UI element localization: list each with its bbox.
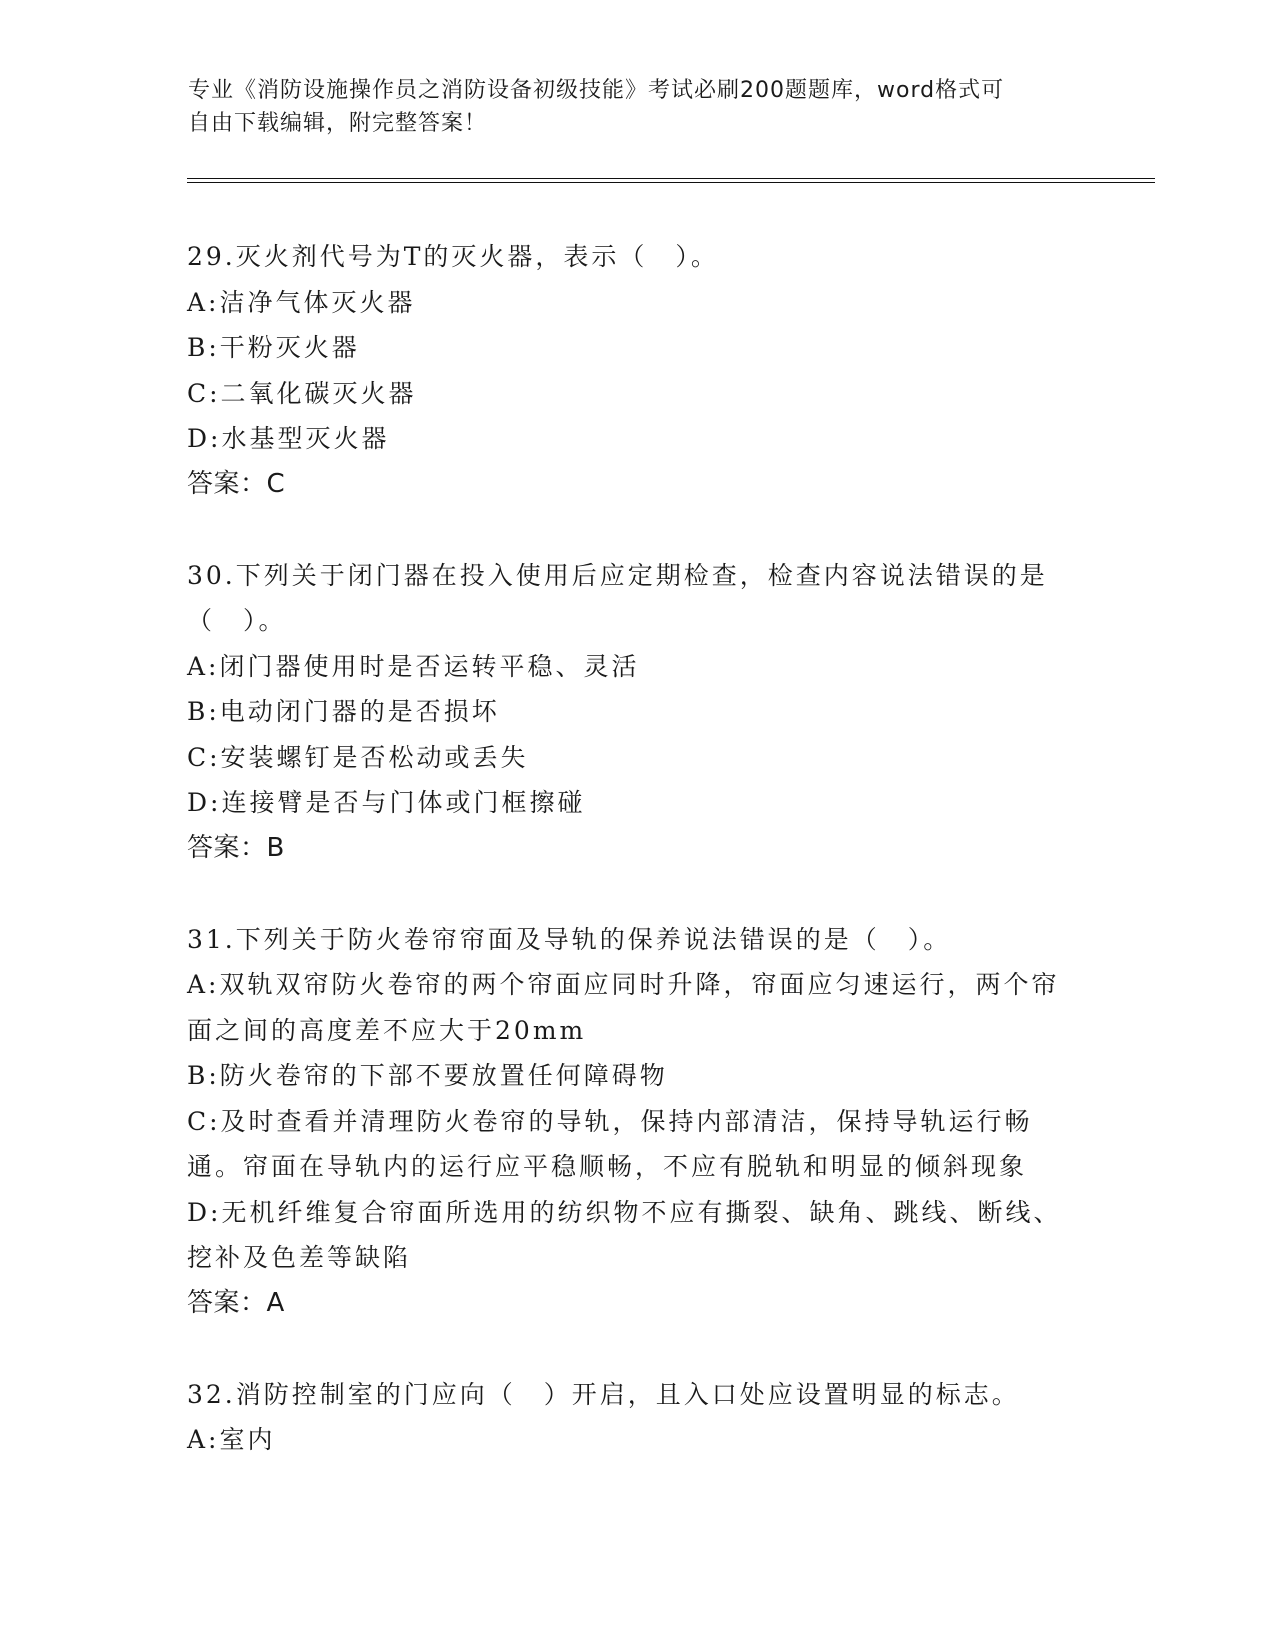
question-stem: 29.灭火剂代号为T的灭火器，表示（ ）。 (187, 242, 719, 271)
question-stem: 31.下列关于防火卷帘帘面及导轨的保养说法错误的是（ ）。 (187, 924, 952, 954)
option-b: B:防火卷帘的下部不要放置任何障碍物 (187, 1061, 668, 1090)
option-a: A:双轨双帘防火卷帘的两个帘面应同时升降，帘面应匀速运行，两个帘面之间的高度差不应大于20mm (187, 970, 1060, 1045)
option-a: A:洁净气体灭火器 (187, 287, 416, 317)
document-header (188, 74, 1088, 140)
option-b: B:电动闭门器的是否损坏 (187, 697, 500, 726)
question-29 (187, 234, 1077, 507)
option-a: A:闭门器使用时是否运转平稳、灵活 (187, 651, 640, 681)
question-30 (187, 553, 1077, 872)
option-d: D:无机纤维复合帘面所选用的纺织物不应有撕裂、缺角、跳线、断线、挖补及色差等缺陷 (187, 1197, 1062, 1272)
option-c: C:二氧化碳灭火器 (187, 378, 417, 408)
question-32 (187, 1372, 1077, 1463)
answer-line: 答案：B (187, 832, 285, 863)
option-d: D:水基型灭火器 (187, 424, 390, 453)
question-31 (187, 917, 1077, 1327)
header-rule-top (187, 178, 1155, 179)
answer-line: 答案：A (187, 1287, 285, 1318)
header-line-2: 自由下载编辑，附完整答案！ (188, 111, 488, 136)
option-c: C:及时查看并清理防火卷帘的导轨，保持内部清洁，保持导轨运行畅通。帘面在导轨内的运行应平稳顺畅，不应有脱轨和明显的倾斜现象 (187, 1106, 1033, 1181)
header-rule-bottom (187, 182, 1155, 183)
question-stem: 30.下列关于闭门器在投入使用后应定期检查，检查内容说法错误的是（ ）。 (187, 560, 1048, 635)
answer-line: 答案：C (187, 468, 286, 499)
option-d: D:连接臂是否与门体或门框擦碰 (187, 788, 586, 817)
question-list (187, 234, 1077, 1463)
option-c: C:安装螺钉是否松动或丢失 (187, 742, 529, 772)
question-stem: 32.消防控制室的门应向（ ）开启，且入口处应设置明显的标志。 (187, 1379, 1020, 1409)
header-line-1: 专业《消防设施操作员之消防设备初级技能》考试必刷200题题库，word格式可 (188, 78, 1005, 103)
option-b: B:干粉灭火器 (187, 333, 360, 362)
option-a: A:室内 (187, 1425, 276, 1454)
